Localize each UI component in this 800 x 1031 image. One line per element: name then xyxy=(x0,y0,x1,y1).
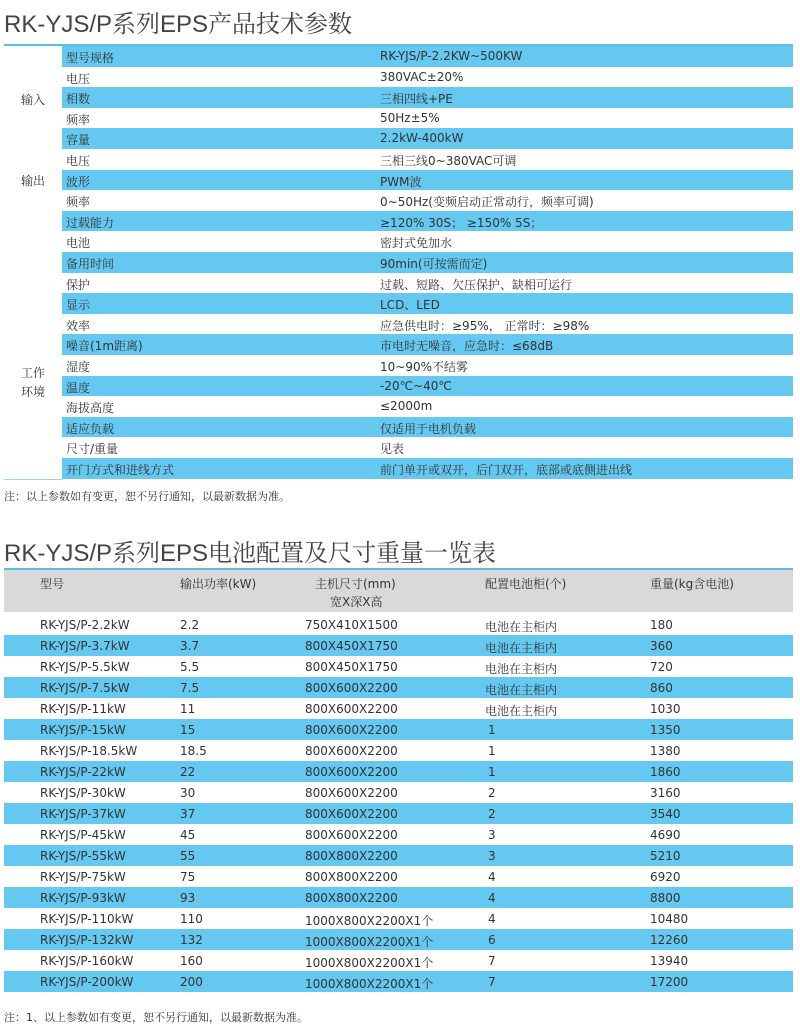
cell-weight: 5210 xyxy=(650,849,681,863)
cell-model: RK-YJS/P-110kW xyxy=(40,912,134,926)
cell-model: RK-YJS/P-160kW xyxy=(40,954,134,968)
cell-host-size: 1000X800X2200X1个 xyxy=(305,956,434,970)
cell-model: RK-YJS/P-5.5kW xyxy=(40,660,130,674)
spec-row xyxy=(62,458,793,479)
cell-battery-cabinets: 1 xyxy=(488,765,496,779)
table-row xyxy=(4,971,793,992)
spec-param: 效率 xyxy=(66,318,91,333)
cell-battery-cabinets: 7 xyxy=(488,975,496,989)
cell-weight: 1350 xyxy=(650,723,681,737)
cell-weight: 12260 xyxy=(650,933,689,947)
cell-output-power: 45 xyxy=(180,828,196,842)
spec-param: 电池 xyxy=(66,236,91,251)
table-row xyxy=(4,782,793,803)
header-size-subheader: 宽X深X高 xyxy=(330,595,383,609)
spec-param: 频率 xyxy=(66,195,91,210)
table-row xyxy=(4,614,793,635)
cell-weight: 1030 xyxy=(650,702,681,716)
cell-host-size: 800X600X2200 xyxy=(305,765,398,779)
table-row xyxy=(4,929,793,950)
cell-battery-cabinets: 7 xyxy=(488,954,496,968)
spec-value: 90min(可按需而定) xyxy=(380,257,488,271)
spec-value: 前门单开或双开，后门双开，底部或底侧进出线 xyxy=(380,463,633,477)
spec-param: 电压 xyxy=(66,71,91,86)
spec-param: 湿度 xyxy=(66,360,91,374)
cell-weight: 4690 xyxy=(650,828,681,842)
cell-host-size: 800X600X2200 xyxy=(305,786,398,800)
spec-table-title: RK-YJS/P系列EPS产品技术参数 xyxy=(4,11,353,38)
cell-host-size: 1000X800X2200X1个 xyxy=(305,977,434,991)
cell-host-size: 800X800X2200 xyxy=(305,849,398,863)
header-weight: 重量(kg含电池) xyxy=(650,577,734,591)
cell-weight: 180 xyxy=(650,618,673,632)
spec-row xyxy=(62,314,793,335)
spec-row xyxy=(62,293,793,314)
spec-row xyxy=(62,170,793,191)
table-row xyxy=(4,824,793,845)
cell-model: RK-YJS/P-11kW xyxy=(40,702,126,716)
cell-weight: 1860 xyxy=(650,765,681,779)
cell-battery-cabinets: 电池在主柜内 xyxy=(485,641,558,655)
table-row xyxy=(4,761,793,782)
battery-table-title: RK-YJS/P系列EPS电池配置及尺寸重量一览表 xyxy=(4,540,497,567)
spec-value: 10~90%不结雾 xyxy=(380,360,468,374)
cell-output-power: 55 xyxy=(180,849,196,863)
cell-output-power: 5.5 xyxy=(180,660,200,674)
group-environment xyxy=(4,334,62,438)
cell-model: RK-YJS/P-7.5kW xyxy=(40,681,130,695)
cell-weight: 10480 xyxy=(650,912,689,926)
cell-host-size: 1000X800X2200X1个 xyxy=(305,914,434,928)
spec-param: 开门方式和进线方式 xyxy=(66,463,175,477)
cell-battery-cabinets: 3 xyxy=(488,849,496,863)
spec-value: ≤2000m xyxy=(380,399,433,414)
cell-output-power: 75 xyxy=(180,870,196,884)
spec-param: 波形 xyxy=(66,174,91,189)
group-blank-a xyxy=(4,231,62,335)
cell-output-power: 11 xyxy=(180,702,196,716)
spec-param: 过载能力 xyxy=(66,215,115,230)
spec-row xyxy=(62,46,793,67)
cell-host-size: 800X450X1750 xyxy=(305,660,398,674)
spec-table-note: 注：以上参数如有变更，恕不另行通知，以最新数据为准。 xyxy=(4,490,290,503)
spec-value: 仅适用于电机负载 xyxy=(380,421,477,436)
spec-value: RK-YJS/P-2.2KW~500KW xyxy=(380,49,523,63)
battery-table-header xyxy=(4,570,793,612)
spec-row xyxy=(62,149,793,170)
cell-model: RK-YJS/P-3.7kW xyxy=(40,639,130,653)
spec-param: 电压 xyxy=(66,154,91,168)
group-output xyxy=(4,128,62,232)
spec-row xyxy=(62,190,793,211)
cell-battery-cabinets: 电池在主柜内 xyxy=(485,683,558,697)
cell-output-power: 7.5 xyxy=(180,681,200,695)
cell-battery-cabinets: 4 xyxy=(488,870,496,884)
cell-host-size: 750X410X1500 xyxy=(305,618,398,632)
spec-value: LCD、LED xyxy=(380,298,440,313)
cell-weight: 860 xyxy=(650,681,673,695)
spec-param: 噪音(1m距离) xyxy=(66,339,143,354)
cell-model: RK-YJS/P-55kW xyxy=(40,849,126,863)
cell-model: RK-YJS/P-200kW xyxy=(40,975,134,989)
group-environment-label: 工作 xyxy=(20,366,45,381)
spec-row xyxy=(62,211,793,232)
spec-row xyxy=(62,128,793,149)
spec-param: 型号规格 xyxy=(66,51,115,65)
spec-param: 保护 xyxy=(66,277,91,292)
cell-output-power: 18.5 xyxy=(180,744,207,758)
spec-param: 相数 xyxy=(66,92,91,107)
cell-weight: 13940 xyxy=(650,954,689,968)
cell-model: RK-YJS/P-30kW xyxy=(40,786,126,800)
spec-param: 容量 xyxy=(66,133,91,148)
cell-model: RK-YJS/P-45kW xyxy=(40,828,126,842)
spec-value: 密封式免加水 xyxy=(380,236,453,251)
spec-row xyxy=(62,231,793,252)
cell-output-power: 30 xyxy=(180,786,196,800)
cell-output-power: 2.2 xyxy=(180,618,200,632)
spec-value: ≥120% 30S； ≥150% 5S； xyxy=(380,215,543,230)
cell-model: RK-YJS/P-37kW xyxy=(40,807,126,821)
group-blank-b xyxy=(4,437,62,479)
spec-value: 过载、短路、欠压保护、缺相可运行 xyxy=(380,277,573,292)
group-input xyxy=(4,67,62,130)
cell-weight: 3540 xyxy=(650,807,681,821)
spec-value: 三相四线+PE xyxy=(380,92,453,107)
cell-output-power: 37 xyxy=(180,807,196,821)
spec-value: 2.2kW-400kW xyxy=(380,131,464,146)
cell-output-power: 200 xyxy=(180,975,203,989)
spec-value: 市电时无噪音，应急时：≤68dB xyxy=(380,339,554,354)
spec-param: 频率 xyxy=(66,112,91,127)
cell-host-size: 800X600X2200 xyxy=(305,807,398,821)
spec-row xyxy=(62,396,793,417)
cell-model: RK-YJS/P-93kW xyxy=(40,891,126,905)
cell-output-power: 160 xyxy=(180,954,203,968)
cell-battery-cabinets: 电池在主柜内 xyxy=(485,620,558,634)
cell-model: RK-YJS/P-22kW xyxy=(40,765,126,779)
cell-output-power: 110 xyxy=(180,912,203,926)
spec-row xyxy=(62,273,793,294)
spec-param: 显示 xyxy=(66,298,91,313)
cell-weight: 360 xyxy=(650,639,673,653)
cell-output-power: 22 xyxy=(180,765,196,779)
cell-battery-cabinets: 4 xyxy=(488,891,496,905)
spec-row xyxy=(62,87,793,108)
spec-row xyxy=(62,417,793,438)
header-model: 型号 xyxy=(40,577,65,591)
cell-weight: 1380 xyxy=(650,744,681,758)
cell-battery-cabinets: 2 xyxy=(488,786,496,800)
spec-value: 三相三线0~380VAC可调 xyxy=(380,154,517,168)
cell-host-size: 1000X800X2200X1个 xyxy=(305,935,434,949)
table-row xyxy=(4,740,793,761)
cell-host-size: 800X600X2200 xyxy=(305,681,398,695)
spec-row xyxy=(62,252,793,273)
spec-param: 适应负载 xyxy=(66,421,115,436)
spec-row xyxy=(62,376,793,397)
spec-row xyxy=(62,437,793,458)
cell-battery-cabinets: 1 xyxy=(488,744,496,758)
header-output-power: 输出功率(kW) xyxy=(180,577,257,591)
table-row xyxy=(4,908,793,929)
cell-model: RK-YJS/P-15kW xyxy=(40,723,126,737)
table-row xyxy=(4,635,793,656)
cell-weight: 8800 xyxy=(650,891,681,905)
spec-value: 应急供电时：≥95%， 正常时：≥98% xyxy=(380,318,590,333)
cell-host-size: 800X800X2200 xyxy=(305,891,398,905)
group-input-label: 输入 xyxy=(20,92,45,107)
cell-model: RK-YJS/P-18.5kW xyxy=(40,744,138,758)
spec-value: 50Hz±5% xyxy=(380,110,440,125)
table-row xyxy=(4,803,793,824)
cell-host-size: 800X600X2200 xyxy=(305,723,398,737)
header-battery-cabinets: 配置电池柜(个) xyxy=(485,577,567,591)
cell-host-size: 800X600X2200 xyxy=(305,828,398,842)
cell-model: RK-YJS/P-132kW xyxy=(40,933,134,947)
cell-battery-cabinets: 4 xyxy=(488,912,496,926)
spec-value: -20℃~40℃ xyxy=(380,378,452,393)
cell-host-size: 800X600X2200 xyxy=(305,744,398,758)
spec-value: 见表 xyxy=(380,442,405,457)
spec-param: 备用时间 xyxy=(66,257,115,271)
cell-weight: 3160 xyxy=(650,786,681,800)
spec-value: PWM波 xyxy=(380,174,422,189)
cell-weight: 720 xyxy=(650,660,673,674)
cell-battery-cabinets: 电池在主柜内 xyxy=(485,704,558,718)
cell-weight: 17200 xyxy=(650,975,689,989)
spec-value: 380VAC±20% xyxy=(380,69,464,84)
spec-param: 温度 xyxy=(66,380,91,395)
cell-battery-cabinets: 1 xyxy=(488,723,496,737)
table-row xyxy=(4,887,793,908)
spec-row xyxy=(62,67,793,88)
table-row xyxy=(4,866,793,887)
cell-output-power: 15 xyxy=(180,723,196,737)
spec-param: 尺寸/重量 xyxy=(66,442,119,457)
spec-row xyxy=(62,355,793,376)
spec-row xyxy=(62,108,793,129)
cell-battery-cabinets: 6 xyxy=(488,933,496,947)
cell-output-power: 3.7 xyxy=(180,639,200,653)
cell-host-size: 800X800X2200 xyxy=(305,870,398,884)
table-row xyxy=(4,845,793,866)
battery-table-note: 注：1、以上参数如有变更，恕不另行通知，以最新数据为准。 xyxy=(4,1011,308,1024)
group-output-label: 输出 xyxy=(20,174,45,189)
table-row xyxy=(4,656,793,677)
cell-battery-cabinets: 2 xyxy=(488,807,496,821)
cell-output-power: 93 xyxy=(180,891,196,905)
cell-output-power: 132 xyxy=(180,933,203,947)
cell-weight: 6920 xyxy=(650,870,681,884)
group-environment-label: 环境 xyxy=(20,385,45,400)
cell-host-size: 800X600X2200 xyxy=(305,702,398,716)
cell-model: RK-YJS/P-2.2kW xyxy=(40,618,130,632)
table-row xyxy=(4,698,793,719)
table-row xyxy=(4,719,793,740)
table-row xyxy=(4,950,793,971)
spec-param: 海拔高度 xyxy=(66,401,115,416)
table-row xyxy=(4,677,793,698)
cell-battery-cabinets: 3 xyxy=(488,828,496,842)
cell-battery-cabinets: 电池在主柜内 xyxy=(485,662,558,676)
spec-row xyxy=(62,334,793,355)
cell-host-size: 800X450X1750 xyxy=(305,639,398,653)
header-host-size: 主机尺寸(mm) xyxy=(315,577,396,591)
cell-model: RK-YJS/P-75kW xyxy=(40,870,126,884)
spec-value: 0~50Hz(变频启动正常动行，频率可调) xyxy=(380,195,594,210)
